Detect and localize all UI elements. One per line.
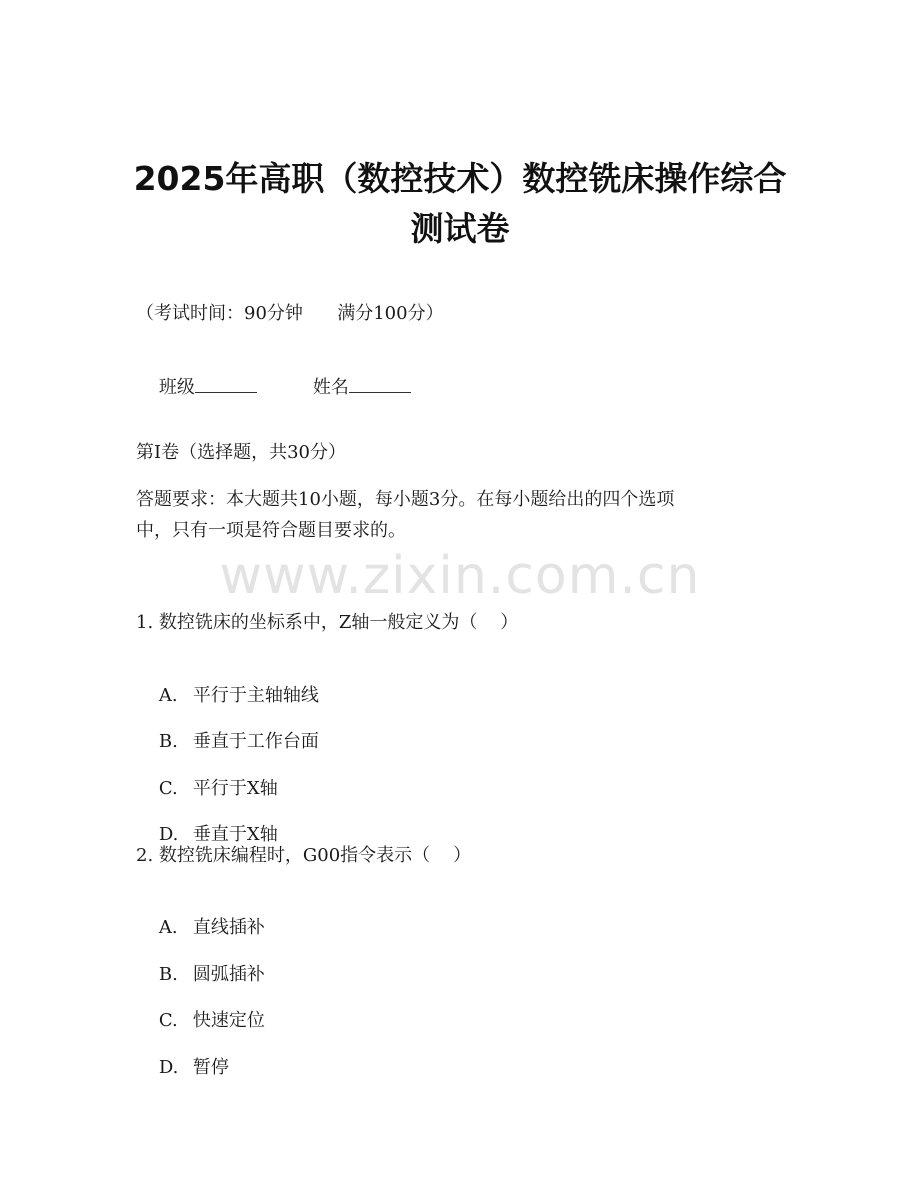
option-text: 垂直于X轴	[192, 824, 278, 845]
option-label: A.	[158, 685, 178, 706]
instructions-line1: 答题要求：本大题共10小题，每小题3分。在每小题给出的四个选项	[136, 489, 675, 510]
name-label: 姓名	[312, 377, 349, 398]
class-blank[interactable]	[195, 375, 257, 393]
class-label: 班级	[158, 377, 195, 398]
option-text: 圆弧插补	[192, 964, 265, 985]
question-2-stem: 2. 数控铣床编程时，G00指令表示（ ）	[136, 845, 472, 866]
option-text: 直线插补	[192, 917, 265, 938]
part-title: 第I卷（选择题，共30分）	[136, 442, 347, 463]
option-text: 平行于主轴轴线	[192, 685, 319, 706]
option-text: 平行于X轴	[192, 778, 278, 799]
watermark: www.zixin.com.cn	[219, 546, 701, 606]
option-text: 垂直于工作台面	[192, 731, 319, 752]
option-label: C.	[158, 1010, 178, 1031]
option-text: 暂停	[192, 1057, 229, 1078]
student-info-row	[136, 349, 411, 427]
question-2-option-d[interactable]	[136, 1029, 229, 1107]
exam-title-line1: 2025年高职（数控技术）数控铣床操作综合	[133, 159, 787, 198]
name-blank[interactable]	[349, 375, 411, 393]
option-label: A.	[158, 917, 178, 938]
option-label: D.	[158, 1057, 179, 1078]
option-text: 快速定位	[192, 1010, 265, 1031]
instructions-line2: 中，只有一项是符合题目要求的。	[136, 520, 406, 541]
option-label: C.	[158, 778, 178, 799]
option-label: B.	[158, 964, 178, 985]
exam-title-line2: 测试卷	[410, 209, 510, 248]
exam-info: （考试时间：90分钟 满分100分）	[136, 303, 444, 324]
question-1-stem: 1. 数控铣床的坐标系中，Z轴一般定义为（ ）	[136, 612, 519, 633]
option-label: D.	[158, 824, 179, 845]
option-label: B.	[158, 731, 178, 752]
